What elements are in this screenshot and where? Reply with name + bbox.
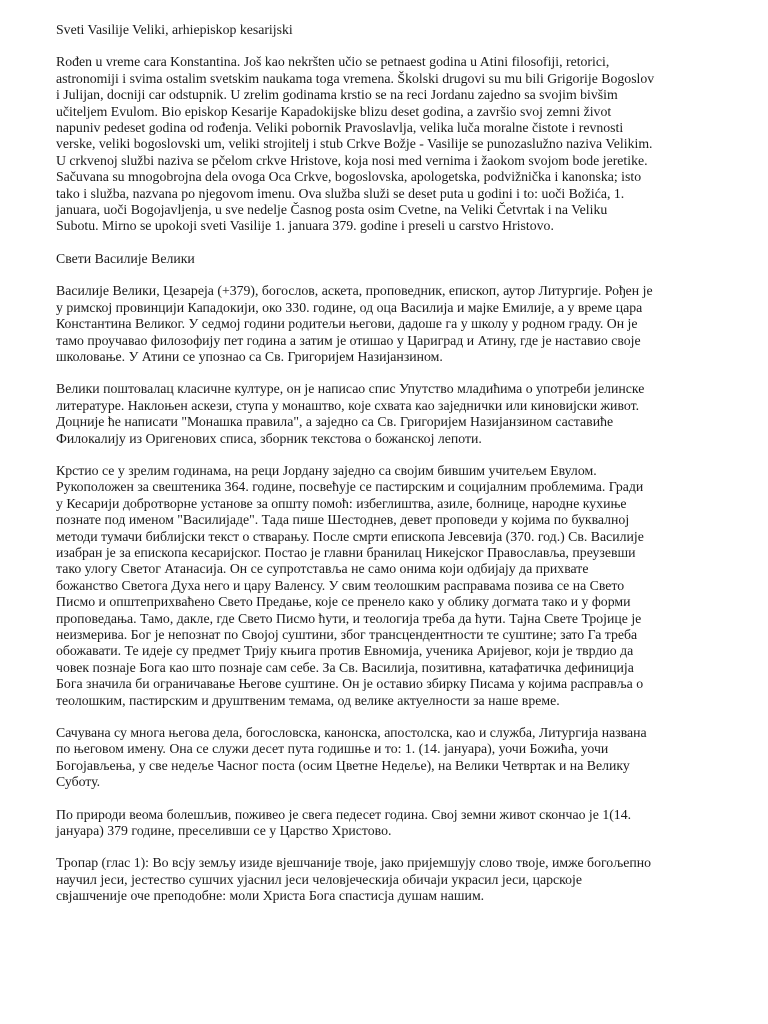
paragraph-troparion: Тропар (глас 1): Во всју земљу изиде вјешчаније твоје, јако пријемшују слово твоје, имже богољепно научил јеси, јестество сушчих ујаснил јеси человјеческија обичаји украсил јеси, царскоје свјашченије оче преподобне: моли Христа Бога спастисја душам нашим. <box>56 855 652 904</box>
cyrillic-heading: Свети Василије Велики <box>56 250 195 266</box>
latin-paragraph: Rođen u vreme cara Konstantina. Još kao nekršten učio se petnaest godina u Atini filosofiji, retorici, astronomiji i svima ostalim svetskim naukama toga vremena. Školski drugovi su mu bili Grigorije Bogoslov i Julijan, docniji car odstupnik. U zrelim godinama krstio se na reci Jordanu zajedno sa svojim bivšim učiteljem Evulom. Bio episkop Kesarije Kapadokijske blizu deset godina, a završio svoj zemni život napuniv pedeset godina od rođenja. Veliki pobornik Pravoslavlja, velika luča moralne čistote i revnosti verske, veliki bogoslovski um, veliki strojitelj i stub Crkve Božje - Vasilije se punozaslužno naziva Velikim. U crkvenoj službi naziva se pčelom crkve Hristove, koja nosi med vernima i žaokom svojom bode jeretike. Sačuvana su mnogobrojna dela ovoga Oca Crkve, bogoslovska, apologetska, podvižnička i kanonska; isto tako i služba, nazvana po njegovom imenu. Ova služba služi se deset puta u godini i to: uoči Božića, 1. januara, uoči Bogojavljenja, u sve nedelje Časnog posta osim Cvetne, na Veliki Četvrtak i na Veliku Subotu. Mirno se upokoji sveti Vasilije 1. januara 379. godine i preseli u carstvo Hristovo. <box>56 54 655 234</box>
document-title: Sveti Vasilije Veliki, arhiepiskop kesarijski <box>56 22 293 37</box>
paragraph-works: Сачувана су многа његова дела, богословска, канонска, апостолска, као и служба, Литургија названа по његовом имену. Она се служи десет пута годишње и то: 1. (14. јануара), уочи Божића, уочи Богојављења, у све недеље Часног поста (осим Цветне Недеље), на Велики Четвртак и на Велику Суботу. <box>56 725 647 790</box>
paragraph-culture: Велики поштовалац класичне културе, он је написао спис Упутство младићима о употреби јелинске литературе. Наклоњен аскези, ступа у монаштво, које схвата као заједнички или киновијски живот. Доцније ће написати "Монашка правила", а заједно са Св. Григоријем Назијанзином саставиће Филокалију из Оригенових списа, зборник текстова о божанској лепоти. <box>56 381 645 446</box>
paragraph-ministry: Крстио се у зрелим годинама, на реци Јордану заједно са својим бившим учитељем Евулом. Рукоположен за свештеника 364. године, посвећује се пастирским и социјалним проблемима. Гради у Кесарији добротворне установе за општу помоћ: избеглиштва, азиле, болнице, народне кухиње познате под именом "Василијаде". Тада пише Шестоднев, девет проповеди у којима по буквалној методи тумачи библијски текст о стварању. После смрти епископа Јевсевија (370. год.) Св. Василије изабран је за епископа кесаријског. Постао је главни бранилац Никејског Православља, преузевши тако улогу Светог Атанасија. Он се супротставља не само онима који одбијају да прихвате божанство Светога Духа него и цару Валенсу. У свим теолошким расправама позива се на Свето Писмо и општеприхваћено Свето Предање, које се пренело како у облику догмата тако и у форми проповедања. Тамо, дакле, где Свето Писмо ћути, и теологија треба да ћути. Тајна Свете Тројице је неизмерива. Бог је непознат по Својој суштини, због трансцендентности те суштине; зато Га треба обожавати. Те идеје су предмет Трију књига против Евномија, ученика Аријевог, који је тврдио да човек познаје Бога као што познаје сам себе. За Св. Василија, позитивна, катафатичка дефиниција Бога значила би ограничавање Његове суштине. Он је оставио збирку Писама у којима расправља о теолошким, пастирским и друштвеним темама, од велике актуелности за наше време. <box>56 462 644 708</box>
document-page <box>56 22 768 921</box>
paragraph-death: По природи веома болешљив, поживео је свега педесет година. Свој земни живот скончао је 1(14. јануара) 379 године, преселивши се у Царство Христово. <box>56 806 632 839</box>
paragraph-birth: Василије Велики, Цезареја (+379), богослов, аскета, проповедник, епископ, аутор Литургије. Рођен је у римској провинцији Кападокији, око 330. године, од оца Василија и мајке Емилије, а у време цара Константина Великог. У седмој години родитељи његови, дадоше га у школу у родном граду. Он је тамо проучавао филозофију пет година а затим је отишао у Цариград и Атину, где је наставио своје школовање. У Атини се упознао са Св. Григоријем Назијанзином. <box>56 283 653 364</box>
